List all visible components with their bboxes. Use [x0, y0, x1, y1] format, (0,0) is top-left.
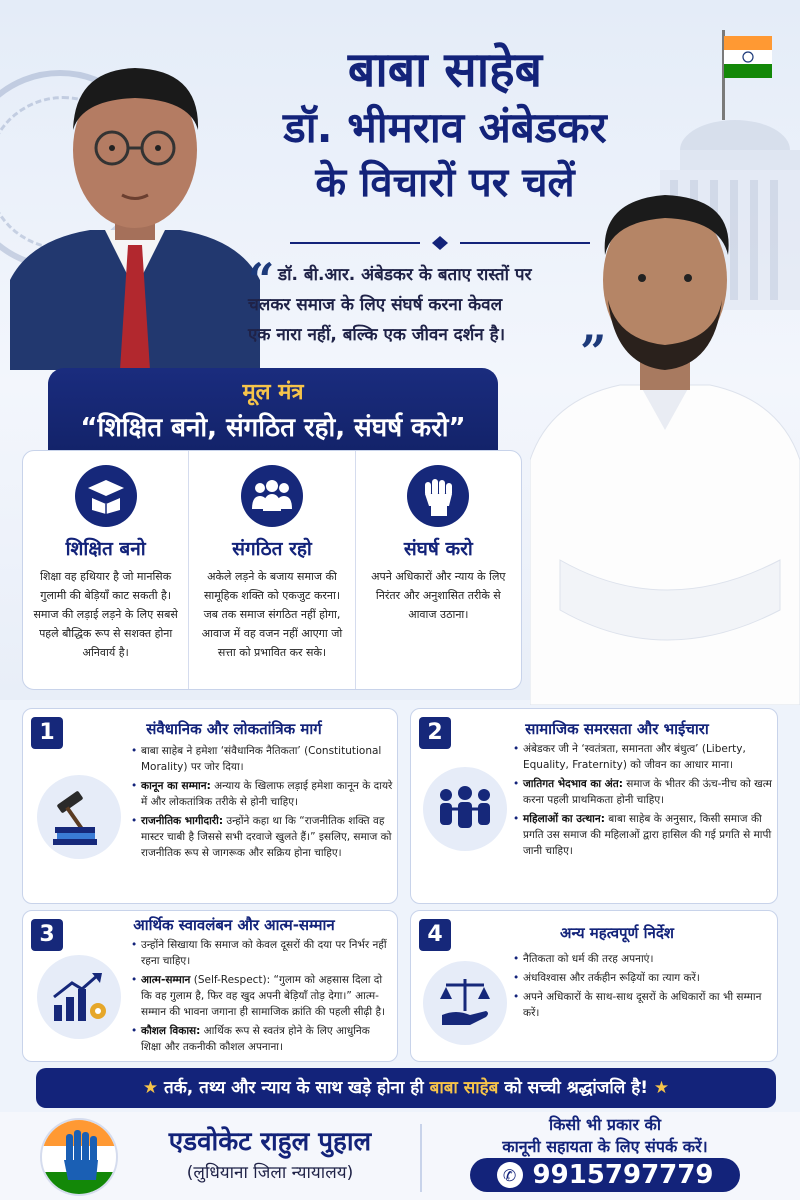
contact-line-2: कानूनी सहायता के लिए संपर्क करें। [502, 1137, 708, 1156]
card-list [131, 743, 393, 864]
quote-line-2: चलकर समाज के लिए संघर्ष करना केवल [248, 295, 503, 315]
banner-text-pre: तर्क, तथ्य और न्याय के साथ खड़े होना ही [164, 1078, 424, 1098]
phone-number: 9915797779 [532, 1160, 714, 1190]
phone-button[interactable] [470, 1158, 740, 1192]
card-other-instructions [410, 910, 778, 1062]
quote-line-3: एक नारा नहीं, बल्कि एक जीवन दर्शन है। [248, 325, 506, 345]
list-item: • उन्होंने सिखाया कि समाज को केवल दूसरों की दया पर निर्भर नहीं रहना चाहिए। [131, 937, 393, 969]
card-number: 4 [419, 919, 451, 951]
quote-open-icon: “ [248, 253, 275, 307]
banner-text-post: को सच्ची श्रद्धांजलि है! [504, 1078, 648, 1098]
pillar-title: संघर्ष करो [403, 538, 473, 560]
mantra-heading: मूल मंत्र [242, 380, 304, 405]
pillar-organize [189, 451, 355, 689]
card-social-harmony [410, 708, 778, 904]
title-line-1: बाबा साहेब [347, 42, 543, 98]
advocate-court: (लुधियाना जिला न्यायालय) [186, 1163, 354, 1183]
list-item: • नैतिकता को धर्म की तरह अपनाएं। [513, 951, 773, 967]
phone-icon: ✆ [497, 1162, 523, 1188]
pillar-educate [23, 451, 189, 689]
mantra-header [48, 368, 498, 450]
raised-fist-icon [407, 465, 469, 527]
star-icon: ★ [653, 1078, 670, 1098]
growth-chart-icon [37, 955, 121, 1039]
card-title: संवैधानिक और लोकतांत्रिक मार्ग [146, 720, 322, 738]
title-line-3: के विचारों पर चलें [315, 160, 575, 206]
card-number: 1 [31, 717, 63, 749]
party-hand-logo-icon [40, 1118, 118, 1196]
pillars-panel [22, 450, 522, 690]
justice-scale-icon [423, 961, 507, 1045]
card-title: आर्थिक स्वावलंबन और आत्म-सम्मान [133, 916, 335, 934]
card-title: सामाजिक समरसता और भाईचारा [525, 720, 709, 738]
contact-line-1: किसी भी प्रकार की [548, 1115, 661, 1134]
people-unity-icon [423, 767, 507, 851]
list-item: • बाबा साहेब ने हमेशा ‘संवैधानिक नैतिकता’ (Constitutional Morality) पर जोर दिया। [131, 743, 393, 775]
card-title: अन्य महत्वपूर्ण निर्देश [559, 924, 675, 942]
list-item: • अंबेडकर जी ने ‘स्वतंत्रता, समानता और बंधुत्व’ (Liberty, Equality, Fraternity) को जीवन का आधार माना। [513, 741, 773, 773]
quote-line-1: डॉ. बी.आर. अंबेडकर के बताए रास्तों पर [278, 265, 532, 285]
footer-divider [420, 1124, 422, 1192]
advocate-portrait [530, 160, 800, 705]
star-icon: ★ [142, 1078, 159, 1098]
list-item: • कानून का सम्मान: अन्याय के खिलाफ लड़ाई हमेशा कानून के दायरे में और लोकतांत्रिक तरीके से होनी चाहिए। [131, 778, 393, 810]
tribute-banner [36, 1068, 776, 1108]
pillar-title: शिक्षित बनो [65, 538, 146, 560]
card-list [131, 937, 393, 1058]
gavel-books-icon [37, 775, 121, 859]
pillar-title: संगठित रहो [232, 538, 312, 560]
card-economic [22, 910, 398, 1062]
card-number: 3 [31, 919, 63, 951]
list-item: • कौशल विकास: आर्थिक रूप से स्वतंत्र होने के लिए आधुनिक शिक्षा और तकनीकी कौशल अपनाना। [131, 1023, 393, 1055]
title-line-2: डॉ. भीमराव अंबेडकर [283, 103, 607, 152]
pillar-text: अकेले लड़ने के बजाय समाज की सामूहिक शक्ति को एकजुट करना। जब तक समाज संगठित नहीं होगा, आवाज में वह वजन नहीं आएगा जो सत्ता को प्रभावित कर सके। [201, 570, 343, 659]
pillar-text: शिक्षा वह हथियार है जो मानसिक गुलामी की बेड़ियाँ काट सकती है। समाज की लड़ाई लड़ने के लिए सबसे पहले बौद्धिक रूप से सशक्त होना अनिवार्य है। [33, 570, 178, 659]
list-item: • अपने अधिकारों के साथ-साथ दूसरों के अधिकारों का भी सम्मान करें। [513, 989, 773, 1021]
pillar-agitate [356, 451, 521, 689]
list-item: • राजनीतिक भागीदारी: उन्होंने कहा था कि “राजनीतिक शक्ति वह मास्टर चाबी है जिससे सभी दरवाजे खुलते हैं।” इसलिए, समाज को राजनीतिक रूप से जागरूक और सक्रिय होना चाहिए। [131, 813, 393, 861]
ambedkar-portrait [10, 30, 260, 370]
card-list [513, 741, 773, 862]
indian-flag-icon [724, 36, 772, 80]
list-item: • अंधविश्वास और तर्कहीन रूढ़ियों का त्याग करें। [513, 970, 773, 986]
list-item: • महिलाओं का उत्थान: बाबा साहेब के अनुसार, किसी समाज की प्रगति उस समाज की महिलाओं द्वारा हासिल की गई प्रगति से मापी जानी चाहिए। [513, 811, 773, 859]
list-item: • जातिगत भेदभाव का अंत: समाज के भीतर की ऊंच-नीच को खत्म करना पहली प्राथमिकता होनी चाहिए। [513, 776, 773, 808]
banner-highlight: बाबा साहेब [429, 1078, 499, 1098]
card-constitutional [22, 708, 398, 904]
advocate-name: एडवोकेट राहुल पुहाल [168, 1127, 372, 1157]
quote-close-icon: ” [580, 325, 607, 379]
graduation-book-icon [75, 465, 137, 527]
pillar-text: अपने अधिकारों और न्याय के लिए निरंतर और अनुशासित तरीके से आवाज उठाना। [371, 570, 506, 621]
group-people-icon [241, 465, 303, 527]
mantra-text: “शिक्षित बनो, संगठित रहो, संघर्ष करो” [80, 413, 466, 443]
card-number: 2 [419, 717, 451, 749]
card-list [513, 951, 773, 1024]
list-item: • आत्म-सम्मान (Self-Respect): “गुलाम को अहसास दिला दो कि वह गुलाम है, फिर वह खुद अपनी बेड़ियाँ तोड़ देगा।” आत्म-सम्मान की भावना जगाना ही सामाजिक क्रांति की पहली सीढ़ी है। [131, 972, 393, 1020]
contact-text [440, 1114, 770, 1158]
